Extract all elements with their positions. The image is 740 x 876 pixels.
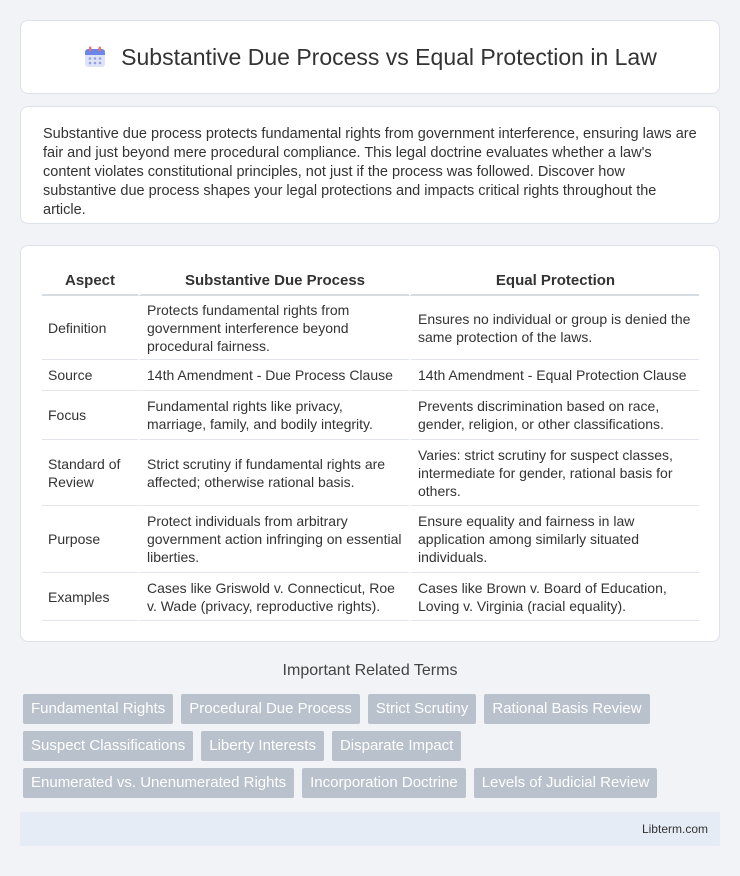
- intro-card: [20, 106, 720, 224]
- table-row: [42, 440, 699, 506]
- tag-suspect-classifications[interactable]: Suspect Classifications: [23, 731, 193, 761]
- row-equal: Varies: strict scrutiny for suspect classes, intermediate for gender, rational basis for others.: [409, 440, 699, 506]
- row-aspect: Purpose: [42, 506, 138, 573]
- tag-disparate-impact[interactable]: Disparate Impact: [332, 731, 461, 761]
- table-row: [42, 506, 699, 573]
- row-equal: Prevents discrimination based on race, gender, religion, or other classifications.: [409, 391, 699, 440]
- tag-levels-of-judicial-review[interactable]: Levels of Judicial Review: [474, 768, 658, 798]
- row-aspect: Examples: [42, 573, 138, 621]
- header-aspect: Aspect: [42, 266, 138, 296]
- tag-row: [23, 731, 723, 761]
- row-equal: Ensures no individual or group is denied the same protection of the laws.: [409, 296, 699, 360]
- intro-paragraph: Substantive due process protects fundamental rights from government interference, ensuring laws are fair and just beyond mere procedural compliance. This legal doctrine evaluates whether a law's content violates constitutional principles, not just if the process was followed. Discover how substantive due process shapes your legal protections and impacts critical rights throughout the article.: [43, 126, 697, 218]
- row-substantive: Cases like Griswold v. Connecticut, Roe v. Wade (privacy, reproductive rights).: [138, 573, 409, 621]
- row-substantive: Protect individuals from arbitrary government action infringing on essential liberties.: [138, 506, 409, 573]
- title-wrap: [83, 44, 657, 71]
- tag-fundamental-rights[interactable]: Fundamental Rights: [23, 694, 173, 724]
- tag-row: [23, 694, 723, 724]
- row-equal: Cases like Brown v. Board of Education, Loving v. Virginia (racial equality).: [409, 573, 699, 621]
- tag-rational-basis-review[interactable]: Rational Basis Review: [484, 694, 649, 724]
- header-card: [20, 20, 720, 94]
- row-aspect: Focus: [42, 391, 138, 440]
- related-terms: [23, 694, 723, 805]
- tag-row: [23, 768, 723, 798]
- row-substantive: Fundamental rights like privacy, marriage, family, and bodily integrity.: [138, 391, 409, 440]
- calendar-icon: [83, 45, 107, 69]
- comparison-table: [42, 266, 699, 621]
- table-row: [42, 573, 699, 621]
- row-aspect: Source: [42, 360, 138, 391]
- page-title: Substantive Due Process vs Equal Protection in Law: [121, 43, 657, 70]
- row-aspect: Standard of Review: [42, 440, 138, 506]
- tag-liberty-interests[interactable]: Liberty Interests: [201, 731, 324, 761]
- row-substantive: Protects fundamental rights from government interference beyond procedural fairness.: [138, 296, 409, 360]
- header-substantive-due-process: Substantive Due Process: [138, 266, 409, 296]
- tag-strict-scrutiny[interactable]: Strict Scrutiny: [368, 694, 477, 724]
- tag-incorporation-doctrine[interactable]: Incorporation Doctrine: [302, 768, 466, 798]
- row-substantive: Strict scrutiny if fundamental rights are affected; otherwise rational basis.: [138, 440, 409, 506]
- table-row: [42, 391, 699, 440]
- comparison-card: [20, 245, 720, 642]
- footer: [20, 812, 720, 846]
- table-row: [42, 360, 699, 391]
- tag-procedural-due-process[interactable]: Procedural Due Process: [181, 694, 360, 724]
- table-header-row: [42, 266, 699, 296]
- row-equal: 14th Amendment - Equal Protection Clause: [409, 360, 699, 391]
- footer-brand[interactable]: Libterm.com: [641, 822, 708, 836]
- header-equal-protection: Equal Protection: [409, 266, 699, 296]
- row-aspect: Definition: [42, 296, 138, 360]
- tag-enumerated-unenumerated-rights[interactable]: Enumerated vs. Unenumerated Rights: [23, 768, 294, 798]
- table-row: [42, 296, 699, 360]
- row-substantive: 14th Amendment - Due Process Clause: [138, 360, 409, 391]
- related-terms-title: Important Related Terms: [282, 662, 458, 679]
- row-equal: Ensure equality and fairness in law application among similarly situated individuals.: [409, 506, 699, 573]
